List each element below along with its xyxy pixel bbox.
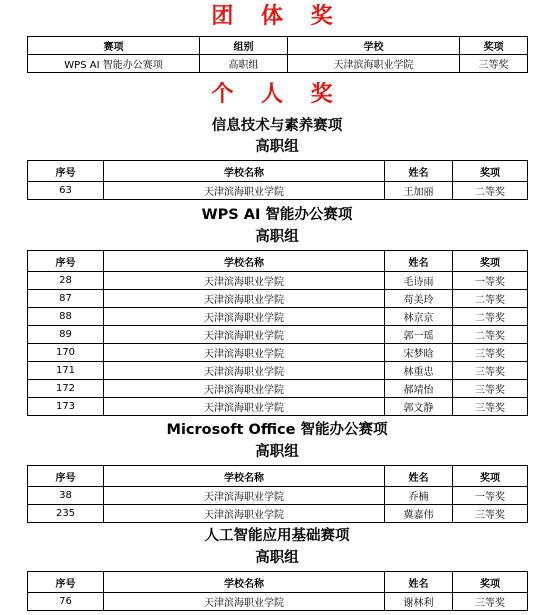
results-table — [27, 465, 528, 523]
cell-number: 171 — [28, 362, 104, 380]
table-header-row — [28, 251, 528, 272]
section-group-label: 高职组 — [255, 444, 299, 460]
section-competition-title: WPS AI 智能办公赛项 — [201, 207, 353, 223]
header-award: 奖项 — [453, 466, 528, 487]
cell-school-name: 天津滨海职业学院 — [104, 326, 385, 344]
header-school-name: 学校名称 — [104, 161, 385, 182]
header-number: 序号 — [28, 161, 104, 182]
header-school-name: 学校名称 — [104, 466, 385, 487]
cell-award: 三等奖 — [453, 505, 528, 523]
cell-number: 28 — [28, 272, 104, 290]
cell-name: 苟美玲 — [385, 290, 453, 308]
header-group: 组别 — [200, 37, 288, 55]
cell-name: 郭文静 — [385, 398, 453, 416]
cell-award: 二等奖 — [453, 308, 528, 326]
cell-number: 89 — [28, 326, 104, 344]
cell-award: 二等奖 — [453, 290, 528, 308]
cell-school-name: 天津滨海职业学院 — [104, 182, 385, 200]
cell-school-name: 天津滨海职业学院 — [104, 344, 385, 362]
table-row — [28, 593, 528, 611]
cell-name: 毛诗雨 — [385, 272, 453, 290]
team-award-table — [27, 36, 528, 73]
cell-award: 一等奖 — [453, 272, 528, 290]
cell-name: 郝靖怡 — [385, 380, 453, 398]
results-table — [27, 571, 528, 611]
table-row — [28, 398, 528, 416]
cell-school-name: 天津滨海职业学院 — [104, 398, 385, 416]
header-award: 奖项 — [453, 251, 528, 272]
header-name: 姓名 — [385, 572, 453, 593]
cell-school-name: 天津滨海职业学院 — [104, 272, 385, 290]
cell-number: 88 — [28, 308, 104, 326]
cell-group: 高职组 — [200, 55, 288, 73]
cell-competition: WPS AI 智能办公赛项 — [28, 55, 200, 73]
table-row — [28, 182, 528, 200]
table-header-row — [28, 37, 528, 55]
header-name: 姓名 — [385, 466, 453, 487]
cell-number: 63 — [28, 182, 104, 200]
header-school-name: 学校名称 — [104, 572, 385, 593]
header-number: 序号 — [28, 251, 104, 272]
table-row — [28, 326, 528, 344]
header-name: 姓名 — [385, 251, 453, 272]
table-row — [28, 308, 528, 326]
cell-school-name: 天津滨海职业学院 — [104, 593, 385, 611]
header-competition: 赛项 — [28, 37, 200, 55]
section-group-label: 高职组 — [255, 229, 299, 245]
cell-award: 三等奖 — [453, 398, 528, 416]
cell-name: 乔楠 — [385, 487, 453, 505]
table-row — [28, 380, 528, 398]
cell-school: 天津滨海职业学院 — [288, 55, 460, 73]
individual-award-title: 个 人 奖 — [211, 82, 343, 107]
cell-name: 林京京 — [385, 308, 453, 326]
header-name: 姓名 — [385, 161, 453, 182]
table-row — [28, 505, 528, 523]
section-competition-title: 人工智能应用基础赛项 — [204, 528, 350, 544]
cell-school-name: 天津滨海职业学院 — [104, 487, 385, 505]
section-group-label: 高职组 — [255, 139, 299, 155]
cell-award: 三等奖 — [453, 380, 528, 398]
cell-award: 一等奖 — [453, 487, 528, 505]
header-school-name: 学校名称 — [104, 251, 385, 272]
cell-number: 38 — [28, 487, 104, 505]
cell-number: 172 — [28, 380, 104, 398]
header-award: 奖项 — [453, 161, 528, 182]
table-row — [28, 55, 528, 73]
cell-number: 173 — [28, 398, 104, 416]
header-number: 序号 — [28, 466, 104, 487]
table-row — [28, 272, 528, 290]
cell-school-name: 天津滨海职业学院 — [104, 290, 385, 308]
header-number: 序号 — [28, 572, 104, 593]
cell-name: 冀嘉伟 — [385, 505, 453, 523]
cell-number: 235 — [28, 505, 104, 523]
header-school: 学校 — [288, 37, 460, 55]
cell-name: 郭一瑶 — [385, 326, 453, 344]
table-row — [28, 290, 528, 308]
team-award-title: 团 体 奖 — [211, 4, 343, 29]
section-competition-title: Microsoft Office 智能办公赛项 — [166, 422, 388, 438]
cell-number: 170 — [28, 344, 104, 362]
section-competition-title: 信息技术与素养赛项 — [211, 118, 343, 134]
header-award: 奖项 — [453, 572, 528, 593]
cell-name: 王加丽 — [385, 182, 453, 200]
results-table — [27, 160, 528, 200]
cell-award: 三等奖 — [460, 55, 528, 73]
results-table — [27, 250, 528, 416]
cell-award: 三等奖 — [453, 344, 528, 362]
cell-number: 87 — [28, 290, 104, 308]
cell-name: 宋梦晗 — [385, 344, 453, 362]
table-row — [28, 487, 528, 505]
cell-school-name: 天津滨海职业学院 — [104, 362, 385, 380]
cell-award: 二等奖 — [453, 326, 528, 344]
table-row — [28, 362, 528, 380]
cell-school-name: 天津滨海职业学院 — [104, 380, 385, 398]
table-header-row — [28, 572, 528, 593]
cell-award: 二等奖 — [453, 182, 528, 200]
cell-name: 谢林利 — [385, 593, 453, 611]
header-award: 奖项 — [460, 37, 528, 55]
cell-school-name: 天津滨海职业学院 — [104, 308, 385, 326]
section-group-label: 高职组 — [255, 550, 299, 566]
cell-award: 三等奖 — [453, 593, 528, 611]
cell-name: 林重忠 — [385, 362, 453, 380]
table-header-row — [28, 161, 528, 182]
table-header-row — [28, 466, 528, 487]
table-row — [28, 344, 528, 362]
cell-number: 76 — [28, 593, 104, 611]
cell-award: 三等奖 — [453, 362, 528, 380]
cell-school-name: 天津滨海职业学院 — [104, 505, 385, 523]
